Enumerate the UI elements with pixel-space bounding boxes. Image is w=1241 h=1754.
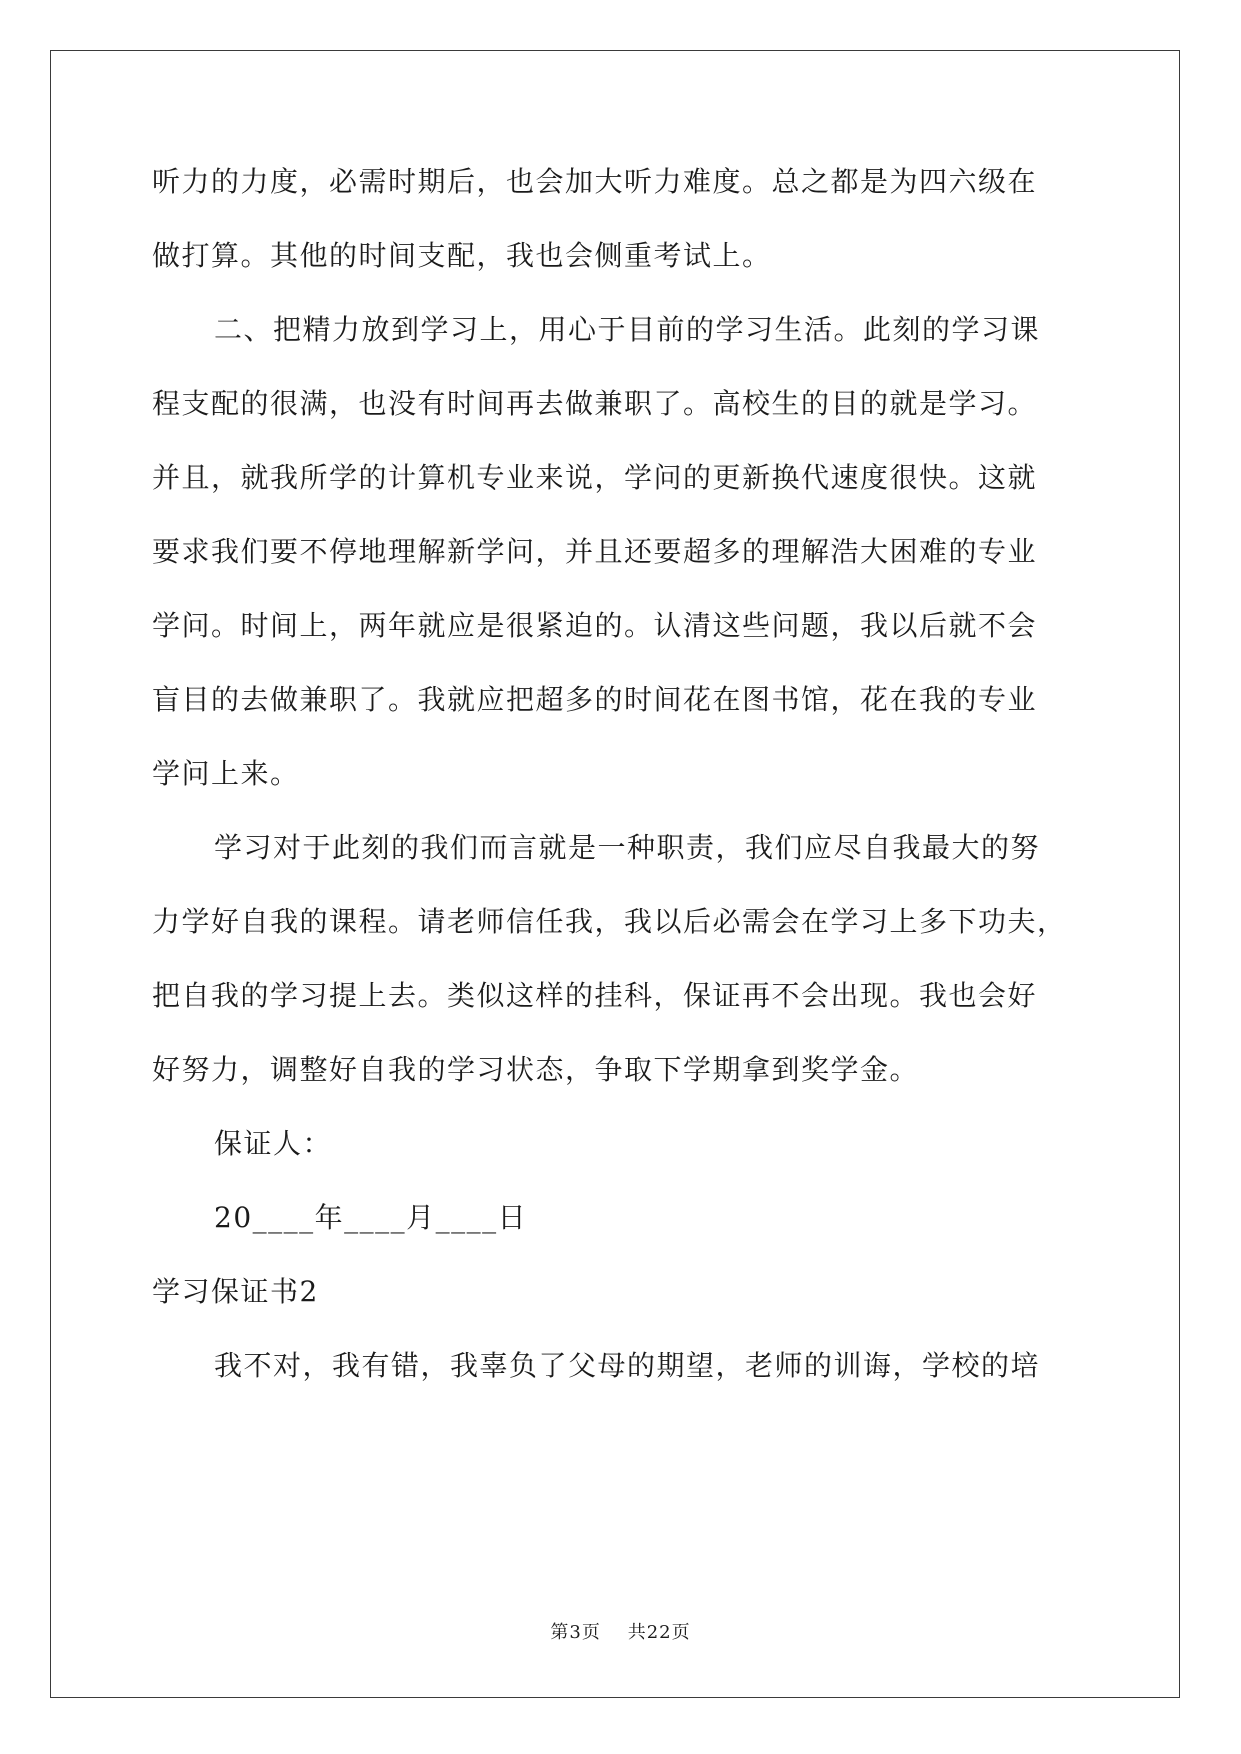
text-line: 力学好自我的课程。请老师信任我，我以后必需会在学习上多下功夫， xyxy=(152,905,1067,938)
text-line: 做打算。其他的时间支配，我也会侧重考试上。 xyxy=(152,239,772,272)
section-heading: 学习保证书2 xyxy=(152,1275,319,1308)
paragraph-start-line: 学习对于此刻的我们而言就是一种职责，我们应尽自我最大的努 xyxy=(214,831,1041,864)
page-number: 第3页 共22页 xyxy=(550,1622,691,1643)
date-line: 20____年____月____日 xyxy=(214,1201,528,1234)
text-line: 要求我们要不停地理解新学问，并且还要超多的理解浩大困难的专业 xyxy=(152,535,1038,568)
text-line: 听力的力度，必需时期后，也会加大听力难度。总之都是为四六级在 xyxy=(152,165,1038,198)
page-border xyxy=(50,50,1180,1698)
guarantor-label: 保证人： xyxy=(214,1127,333,1160)
paragraph-start-line: 二、把精力放到学习上，用心于目前的学习生活。此刻的学习课 xyxy=(214,313,1041,346)
text-line: 程支配的很满，也没有时间再去做兼职了。高校生的目的就是学习。 xyxy=(152,387,1038,420)
text-line: 学问。时间上，两年就应是很紧迫的。认清这些问题，我以后就不会 xyxy=(152,609,1038,642)
paragraph-start-line: 我不对，我有错，我辜负了父母的期望，老师的训诲，学校的培 xyxy=(214,1349,1041,1382)
text-line: 并且，就我所学的计算机专业来说，学问的更新换代速度很快。这就 xyxy=(152,461,1038,494)
text-line: 学问上来。 xyxy=(152,757,300,790)
text-line: 好努力，调整好自我的学习状态，争取下学期拿到奖学金。 xyxy=(152,1053,920,1086)
text-line: 把自我的学习提上去。类似这样的挂科，保证再不会出现。我也会好 xyxy=(152,979,1038,1012)
page-footer xyxy=(0,1618,1241,1644)
text-line: 盲目的去做兼职了。我就应把超多的时间花在图书馆，花在我的专业 xyxy=(152,683,1038,716)
